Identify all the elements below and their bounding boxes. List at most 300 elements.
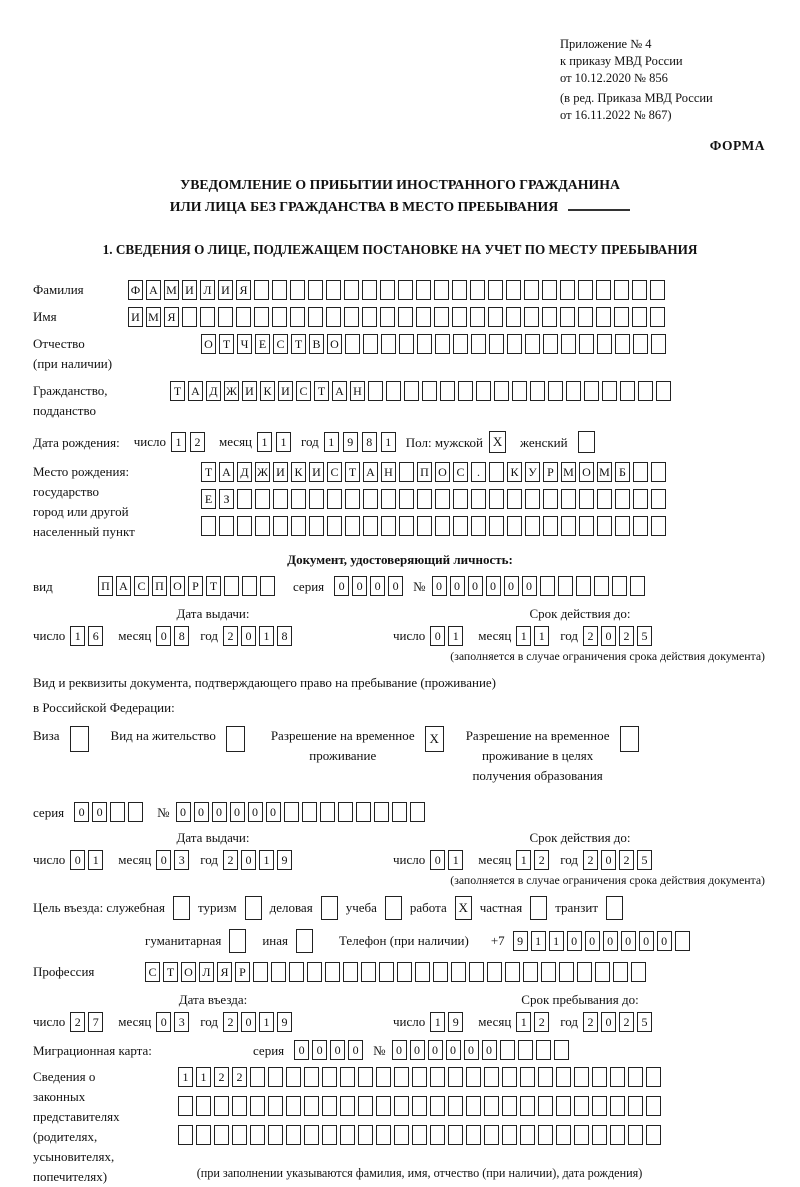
char-cell[interactable] <box>610 1125 625 1145</box>
char-cell[interactable] <box>254 280 269 300</box>
char-cell[interactable] <box>523 962 538 982</box>
char-cell[interactable]: 0 <box>504 576 519 596</box>
char-cell[interactable]: Л <box>200 280 215 300</box>
char-cell[interactable] <box>232 1096 247 1116</box>
char-cell[interactable] <box>556 1096 571 1116</box>
char-cell[interactable] <box>518 1040 533 1060</box>
char-cell[interactable]: 0 <box>486 576 501 596</box>
char-cell[interactable] <box>286 1096 301 1116</box>
char-cell[interactable]: С <box>327 462 342 482</box>
char-cell[interactable]: 5 <box>637 626 652 646</box>
char-cell[interactable] <box>484 1096 499 1116</box>
char-cell[interactable]: Р <box>188 576 203 596</box>
char-cell[interactable] <box>466 1067 481 1087</box>
char-cell[interactable] <box>612 576 627 596</box>
char-cell[interactable] <box>430 1067 445 1087</box>
char-cell[interactable]: 9 <box>513 931 528 951</box>
char-cell[interactable] <box>620 381 635 401</box>
char-cell[interactable]: И <box>242 381 257 401</box>
char-cell[interactable] <box>476 381 491 401</box>
char-cell[interactable] <box>363 516 378 536</box>
char-cell[interactable] <box>615 516 630 536</box>
char-cell[interactable] <box>613 962 628 982</box>
char-cell[interactable] <box>381 516 396 536</box>
char-cell[interactable]: 0 <box>468 576 483 596</box>
char-cell[interactable] <box>559 962 574 982</box>
char-cell[interactable] <box>255 489 270 509</box>
char-cell[interactable] <box>271 962 286 982</box>
char-cell[interactable] <box>675 931 690 951</box>
char-cell[interactable]: Т <box>345 462 360 482</box>
char-cell[interactable] <box>417 516 432 536</box>
char-cell[interactable] <box>525 516 540 536</box>
char-cell[interactable] <box>646 1096 661 1116</box>
char-cell[interactable] <box>242 576 257 596</box>
char-cell[interactable] <box>615 334 630 354</box>
char-cell[interactable]: 0 <box>230 802 245 822</box>
purpose-official-checkbox[interactable] <box>173 896 190 920</box>
char-cell[interactable]: Т <box>314 381 329 401</box>
gender-male-checkbox[interactable]: X <box>489 431 506 453</box>
char-cell[interactable]: И <box>273 462 288 482</box>
char-cell[interactable] <box>633 334 648 354</box>
char-cell[interactable] <box>633 489 648 509</box>
char-cell[interactable]: 0 <box>330 1040 345 1060</box>
char-cell[interactable]: 1 <box>531 931 546 951</box>
char-cell[interactable]: 0 <box>430 850 445 870</box>
char-cell[interactable]: Р <box>235 962 250 982</box>
purpose-study-checkbox[interactable] <box>385 896 402 920</box>
char-cell[interactable] <box>638 381 653 401</box>
char-cell[interactable] <box>651 489 666 509</box>
char-cell[interactable]: Б <box>615 462 630 482</box>
char-cell[interactable] <box>646 1067 661 1087</box>
char-cell[interactable] <box>595 962 610 982</box>
char-cell[interactable] <box>417 334 432 354</box>
char-cell[interactable] <box>260 576 275 596</box>
char-cell[interactable] <box>538 1125 553 1145</box>
char-cell[interactable]: С <box>453 462 468 482</box>
char-cell[interactable]: 1 <box>381 432 396 452</box>
char-cell[interactable] <box>394 1096 409 1116</box>
char-cell[interactable] <box>304 1096 319 1116</box>
char-cell[interactable] <box>502 1096 517 1116</box>
char-cell[interactable] <box>451 962 466 982</box>
char-cell[interactable] <box>397 962 412 982</box>
char-cell[interactable] <box>304 1125 319 1145</box>
char-cell[interactable] <box>471 334 486 354</box>
char-cell[interactable]: 0 <box>601 1012 616 1032</box>
char-cell[interactable]: 2 <box>223 850 238 870</box>
char-cell[interactable] <box>628 1096 643 1116</box>
char-cell[interactable] <box>374 802 389 822</box>
char-cell[interactable] <box>218 307 233 327</box>
char-cell[interactable] <box>651 516 666 536</box>
char-cell[interactable]: М <box>597 462 612 482</box>
char-cell[interactable] <box>386 381 401 401</box>
char-cell[interactable] <box>507 489 522 509</box>
char-cell[interactable]: 8 <box>277 626 292 646</box>
char-cell[interactable]: 0 <box>410 1040 425 1060</box>
char-cell[interactable] <box>362 307 377 327</box>
char-cell[interactable]: 1 <box>448 626 463 646</box>
temp-residence-checkbox[interactable]: X <box>425 726 444 752</box>
char-cell[interactable]: Т <box>219 334 234 354</box>
char-cell[interactable]: А <box>188 381 203 401</box>
char-cell[interactable] <box>291 516 306 536</box>
char-cell[interactable] <box>488 280 503 300</box>
char-cell[interactable] <box>466 1096 481 1116</box>
char-cell[interactable] <box>525 489 540 509</box>
char-cell[interactable]: 0 <box>194 802 209 822</box>
char-cell[interactable]: 0 <box>241 1012 256 1032</box>
char-cell[interactable] <box>435 334 450 354</box>
char-cell[interactable]: 9 <box>277 850 292 870</box>
char-cell[interactable] <box>410 802 425 822</box>
char-cell[interactable]: О <box>579 462 594 482</box>
char-cell[interactable] <box>507 334 522 354</box>
char-cell[interactable] <box>340 1096 355 1116</box>
char-cell[interactable] <box>304 1067 319 1087</box>
char-cell[interactable] <box>376 1096 391 1116</box>
char-cell[interactable]: 9 <box>343 432 358 452</box>
char-cell[interactable] <box>597 334 612 354</box>
char-cell[interactable] <box>630 576 645 596</box>
char-cell[interactable] <box>320 802 335 822</box>
char-cell[interactable] <box>651 462 666 482</box>
char-cell[interactable]: 1 <box>448 850 463 870</box>
char-cell[interactable] <box>434 280 449 300</box>
char-cell[interactable] <box>633 516 648 536</box>
char-cell[interactable] <box>268 1125 283 1145</box>
char-cell[interactable]: 2 <box>70 1012 85 1032</box>
char-cell[interactable]: 0 <box>432 576 447 596</box>
char-cell[interactable] <box>345 489 360 509</box>
char-cell[interactable] <box>520 1067 535 1087</box>
char-cell[interactable] <box>489 334 504 354</box>
char-cell[interactable]: 2 <box>190 432 205 452</box>
purpose-tourism-checkbox[interactable] <box>245 896 262 920</box>
char-cell[interactable]: 0 <box>266 802 281 822</box>
char-cell[interactable]: Д <box>206 381 221 401</box>
char-cell[interactable] <box>520 1125 535 1145</box>
char-cell[interactable]: 0 <box>428 1040 443 1060</box>
char-cell[interactable] <box>578 280 593 300</box>
char-cell[interactable]: 1 <box>516 850 531 870</box>
char-cell[interactable] <box>254 307 269 327</box>
char-cell[interactable] <box>538 1096 553 1116</box>
char-cell[interactable]: Р <box>543 462 558 482</box>
char-cell[interactable]: П <box>417 462 432 482</box>
purpose-private-checkbox[interactable] <box>530 896 547 920</box>
char-cell[interactable] <box>412 1125 427 1145</box>
char-cell[interactable] <box>237 516 252 536</box>
char-cell[interactable] <box>412 1067 427 1087</box>
char-cell[interactable] <box>458 381 473 401</box>
char-cell[interactable]: У <box>525 462 540 482</box>
char-cell[interactable]: 0 <box>248 802 263 822</box>
char-cell[interactable] <box>344 280 359 300</box>
char-cell[interactable] <box>412 1096 427 1116</box>
char-cell[interactable] <box>250 1125 265 1145</box>
char-cell[interactable] <box>506 307 521 327</box>
char-cell[interactable] <box>632 307 647 327</box>
char-cell[interactable]: О <box>181 962 196 982</box>
char-cell[interactable]: 1 <box>178 1067 193 1087</box>
char-cell[interactable]: 3 <box>174 1012 189 1032</box>
char-cell[interactable]: 2 <box>534 850 549 870</box>
residence-permit-checkbox[interactable] <box>226 726 245 752</box>
char-cell[interactable] <box>494 381 509 401</box>
char-cell[interactable]: Т <box>291 334 306 354</box>
char-cell[interactable] <box>363 334 378 354</box>
char-cell[interactable] <box>520 1096 535 1116</box>
char-cell[interactable] <box>524 307 539 327</box>
char-cell[interactable] <box>656 381 671 401</box>
char-cell[interactable] <box>633 462 648 482</box>
char-cell[interactable]: М <box>561 462 576 482</box>
char-cell[interactable] <box>399 489 414 509</box>
char-cell[interactable] <box>392 802 407 822</box>
char-cell[interactable] <box>628 1067 643 1087</box>
char-cell[interactable] <box>322 1125 337 1145</box>
char-cell[interactable] <box>536 1040 551 1060</box>
char-cell[interactable] <box>650 280 665 300</box>
char-cell[interactable]: И <box>218 280 233 300</box>
char-cell[interactable] <box>530 381 545 401</box>
char-cell[interactable] <box>614 307 629 327</box>
char-cell[interactable] <box>651 334 666 354</box>
char-cell[interactable]: 1 <box>70 626 85 646</box>
char-cell[interactable]: 1 <box>259 1012 274 1032</box>
char-cell[interactable]: 0 <box>312 1040 327 1060</box>
char-cell[interactable]: Я <box>164 307 179 327</box>
char-cell[interactable]: Т <box>206 576 221 596</box>
char-cell[interactable] <box>196 1096 211 1116</box>
char-cell[interactable]: А <box>219 462 234 482</box>
char-cell[interactable]: О <box>170 576 185 596</box>
char-cell[interactable] <box>219 516 234 536</box>
char-cell[interactable]: 2 <box>583 1012 598 1032</box>
char-cell[interactable] <box>325 962 340 982</box>
char-cell[interactable]: 0 <box>348 1040 363 1060</box>
char-cell[interactable]: М <box>164 280 179 300</box>
char-cell[interactable]: 9 <box>277 1012 292 1032</box>
char-cell[interactable]: С <box>296 381 311 401</box>
char-cell[interactable] <box>574 1096 589 1116</box>
char-cell[interactable] <box>290 280 305 300</box>
char-cell[interactable]: О <box>435 462 450 482</box>
char-cell[interactable] <box>602 381 617 401</box>
char-cell[interactable] <box>362 280 377 300</box>
char-cell[interactable]: . <box>471 462 486 482</box>
char-cell[interactable] <box>343 962 358 982</box>
char-cell[interactable] <box>610 1096 625 1116</box>
char-cell[interactable] <box>358 1125 373 1145</box>
char-cell[interactable] <box>308 307 323 327</box>
char-cell[interactable] <box>574 1125 589 1145</box>
char-cell[interactable] <box>415 962 430 982</box>
char-cell[interactable]: 0 <box>601 850 616 870</box>
char-cell[interactable] <box>578 307 593 327</box>
char-cell[interactable] <box>376 1067 391 1087</box>
char-cell[interactable] <box>507 516 522 536</box>
char-cell[interactable]: 9 <box>448 1012 463 1032</box>
char-cell[interactable] <box>284 802 299 822</box>
char-cell[interactable] <box>253 962 268 982</box>
char-cell[interactable]: 1 <box>549 931 564 951</box>
char-cell[interactable]: 0 <box>156 1012 171 1032</box>
char-cell[interactable] <box>201 516 216 536</box>
char-cell[interactable]: А <box>146 280 161 300</box>
char-cell[interactable] <box>363 489 378 509</box>
char-cell[interactable]: 1 <box>516 1012 531 1032</box>
char-cell[interactable]: 1 <box>196 1067 211 1087</box>
char-cell[interactable] <box>489 462 504 482</box>
char-cell[interactable]: 0 <box>392 1040 407 1060</box>
char-cell[interactable] <box>399 516 414 536</box>
char-cell[interactable] <box>502 1067 517 1087</box>
char-cell[interactable] <box>358 1096 373 1116</box>
char-cell[interactable] <box>561 334 576 354</box>
char-cell[interactable]: Т <box>163 962 178 982</box>
char-cell[interactable]: 0 <box>450 576 465 596</box>
char-cell[interactable] <box>554 1040 569 1060</box>
char-cell[interactable] <box>128 802 143 822</box>
char-cell[interactable]: 2 <box>214 1067 229 1087</box>
char-cell[interactable] <box>250 1067 265 1087</box>
char-cell[interactable] <box>610 1067 625 1087</box>
char-cell[interactable] <box>376 1125 391 1145</box>
char-cell[interactable]: 0 <box>156 850 171 870</box>
char-cell[interactable]: И <box>278 381 293 401</box>
char-cell[interactable] <box>566 381 581 401</box>
char-cell[interactable]: 0 <box>430 626 445 646</box>
char-cell[interactable] <box>214 1125 229 1145</box>
char-cell[interactable] <box>489 516 504 536</box>
gender-female-checkbox[interactable] <box>578 431 595 453</box>
char-cell[interactable] <box>344 307 359 327</box>
char-cell[interactable] <box>399 462 414 482</box>
char-cell[interactable]: А <box>363 462 378 482</box>
char-cell[interactable] <box>200 307 215 327</box>
char-cell[interactable] <box>489 489 504 509</box>
char-cell[interactable] <box>398 280 413 300</box>
char-cell[interactable] <box>273 489 288 509</box>
char-cell[interactable] <box>309 489 324 509</box>
char-cell[interactable] <box>250 1096 265 1116</box>
char-cell[interactable]: А <box>332 381 347 401</box>
char-cell[interactable]: 0 <box>639 931 654 951</box>
char-cell[interactable]: О <box>327 334 342 354</box>
char-cell[interactable]: 0 <box>74 802 89 822</box>
char-cell[interactable]: 0 <box>567 931 582 951</box>
char-cell[interactable] <box>272 280 287 300</box>
char-cell[interactable] <box>542 280 557 300</box>
char-cell[interactable] <box>579 489 594 509</box>
char-cell[interactable] <box>592 1067 607 1087</box>
char-cell[interactable] <box>232 1125 247 1145</box>
char-cell[interactable]: 0 <box>621 931 636 951</box>
char-cell[interactable]: 0 <box>388 576 403 596</box>
char-cell[interactable]: 0 <box>585 931 600 951</box>
char-cell[interactable]: 0 <box>657 931 672 951</box>
char-cell[interactable]: 1 <box>257 432 272 452</box>
char-cell[interactable] <box>379 962 394 982</box>
char-cell[interactable] <box>322 1067 337 1087</box>
char-cell[interactable]: Т <box>170 381 185 401</box>
char-cell[interactable]: Ф <box>128 280 143 300</box>
char-cell[interactable]: 0 <box>601 626 616 646</box>
char-cell[interactable] <box>506 280 521 300</box>
char-cell[interactable] <box>404 381 419 401</box>
char-cell[interactable]: К <box>260 381 275 401</box>
char-cell[interactable] <box>541 962 556 982</box>
char-cell[interactable]: Е <box>255 334 270 354</box>
char-cell[interactable] <box>417 489 432 509</box>
char-cell[interactable] <box>453 334 468 354</box>
char-cell[interactable] <box>543 489 558 509</box>
temp-residence-education-checkbox[interactable] <box>620 726 639 752</box>
char-cell[interactable] <box>540 576 555 596</box>
char-cell[interactable] <box>484 1125 499 1145</box>
purpose-other-checkbox[interactable] <box>296 929 313 953</box>
char-cell[interactable] <box>182 307 197 327</box>
char-cell[interactable] <box>394 1067 409 1087</box>
char-cell[interactable] <box>470 280 485 300</box>
char-cell[interactable] <box>466 1125 481 1145</box>
char-cell[interactable] <box>302 802 317 822</box>
char-cell[interactable] <box>255 516 270 536</box>
char-cell[interactable] <box>542 307 557 327</box>
char-cell[interactable] <box>452 280 467 300</box>
char-cell[interactable]: М <box>146 307 161 327</box>
char-cell[interactable]: В <box>309 334 324 354</box>
char-cell[interactable] <box>435 489 450 509</box>
char-cell[interactable] <box>556 1067 571 1087</box>
char-cell[interactable]: 1 <box>276 432 291 452</box>
char-cell[interactable]: 2 <box>619 626 634 646</box>
char-cell[interactable] <box>368 381 383 401</box>
char-cell[interactable]: 0 <box>241 626 256 646</box>
char-cell[interactable] <box>628 1125 643 1145</box>
char-cell[interactable] <box>289 962 304 982</box>
char-cell[interactable] <box>469 962 484 982</box>
char-cell[interactable]: 0 <box>464 1040 479 1060</box>
char-cell[interactable] <box>448 1096 463 1116</box>
char-cell[interactable] <box>433 962 448 982</box>
char-cell[interactable] <box>484 1067 499 1087</box>
char-cell[interactable] <box>502 1125 517 1145</box>
char-cell[interactable]: 0 <box>334 576 349 596</box>
char-cell[interactable]: Я <box>236 280 251 300</box>
char-cell[interactable]: 2 <box>534 1012 549 1032</box>
char-cell[interactable] <box>381 489 396 509</box>
char-cell[interactable]: 5 <box>637 1012 652 1032</box>
char-cell[interactable] <box>327 516 342 536</box>
char-cell[interactable] <box>471 489 486 509</box>
char-cell[interactable]: К <box>507 462 522 482</box>
char-cell[interactable]: 0 <box>603 931 618 951</box>
char-cell[interactable] <box>394 1125 409 1145</box>
char-cell[interactable] <box>577 962 592 982</box>
char-cell[interactable] <box>422 381 437 401</box>
char-cell[interactable] <box>453 516 468 536</box>
char-cell[interactable]: 5 <box>637 850 652 870</box>
char-cell[interactable]: Т <box>201 462 216 482</box>
char-cell[interactable] <box>345 516 360 536</box>
char-cell[interactable] <box>452 307 467 327</box>
